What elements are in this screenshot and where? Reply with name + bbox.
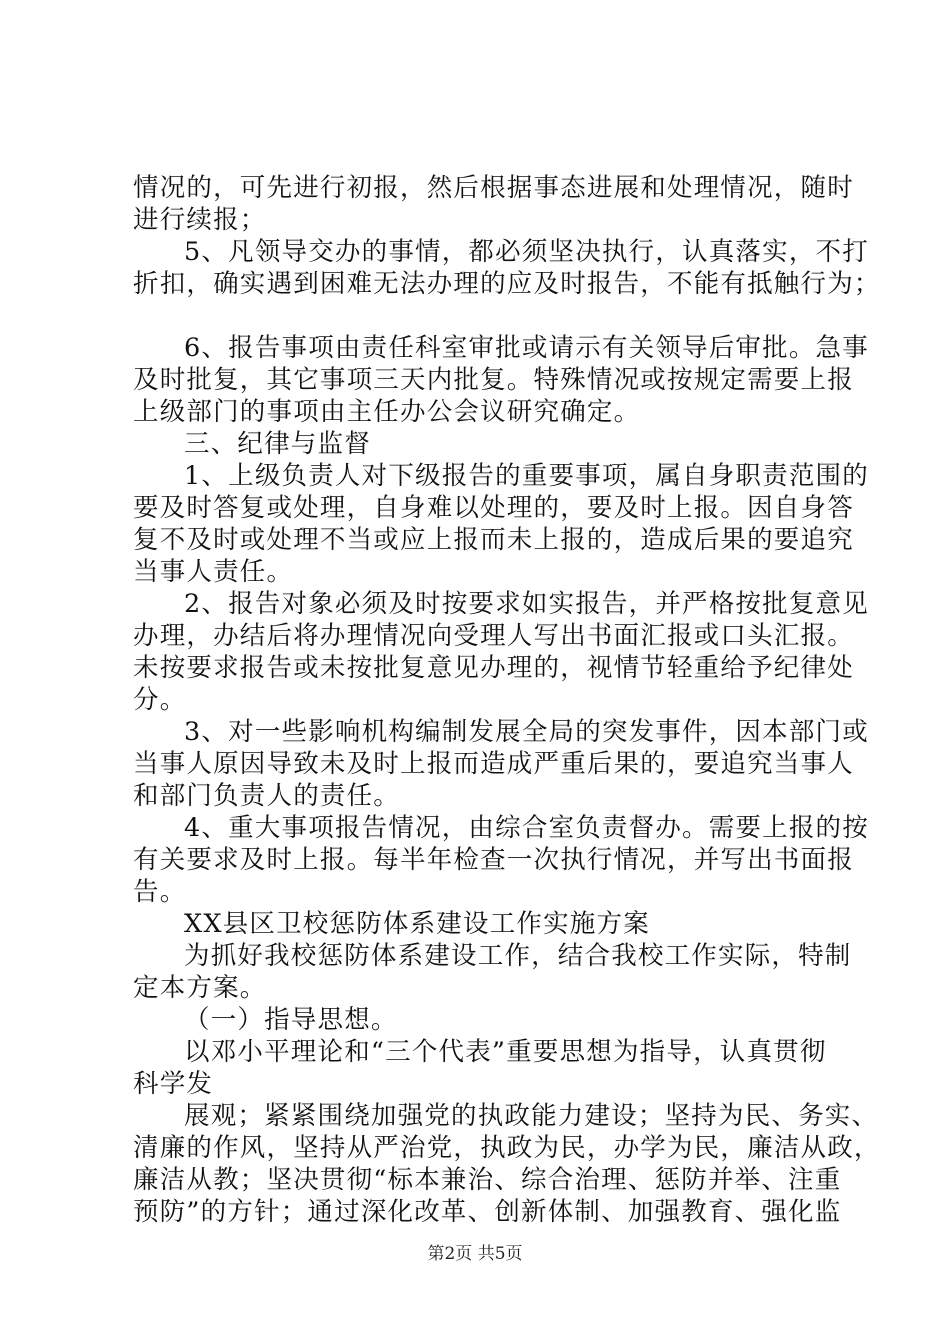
paragraph-line: 办理，办结后将办理情况向受理人写出书面汇报或口头汇报。 xyxy=(133,621,854,651)
paragraph-line: 展观；紧紧围绕加强党的执政能力建设；坚持为民、务实、 xyxy=(184,1101,879,1131)
paragraph-line: 定本方案。 xyxy=(133,973,267,1003)
paragraph-line: 上级部门的事项由主任办公会议研究确定。 xyxy=(133,397,641,427)
paragraph-line: 4、重大事项报告情况，由综合室负责督办。需要上报的按 xyxy=(184,813,869,843)
paragraph-line: 分。 xyxy=(133,685,187,715)
paragraph-line: 要及时答复或处理，自身难以处理的，要及时上报。因自身答 xyxy=(133,493,854,523)
paragraph-line: 告。 xyxy=(133,877,187,907)
paragraph-line: 2、报告对象必须及时按要求如实报告，并严格按批复意见 xyxy=(184,589,869,619)
paragraph-line: 清廉的作风，坚持从严治党，执政为民，办学为民，廉洁从政， xyxy=(133,1133,881,1163)
paragraph-line: 为抓好我校惩防体系建设工作，结合我校工作实际，特制 xyxy=(184,941,852,971)
paragraph-line: 情况的，可先进行初报，然后根据事态进展和处理情况，随时 xyxy=(133,173,854,203)
paragraph-line: 进行续报； xyxy=(133,205,267,235)
paragraph-line: 及时批复，其它事项三天内批复。特殊情况或按规定需要上报 xyxy=(133,365,854,395)
document-body xyxy=(133,172,881,1228)
paragraph-line: 未按要求报告或未按批复意见办理的，视情节轻重给予纪律处 xyxy=(133,653,854,683)
paragraph-line: 复不及时或处理不当或应上报而未上报的，造成后果的要追究 xyxy=(133,525,854,555)
paragraph-line: 折扣，确实遇到困难无法办理的应及时报告，不能有抵触行为； xyxy=(133,269,881,299)
page-footer: 第2页 共5页 xyxy=(427,1244,523,1264)
paragraph-gap xyxy=(133,300,837,332)
paragraph-line: 和部门负责人的责任。 xyxy=(133,781,401,811)
paragraph-line: 预防”的方针；通过深化改革、创新体制、加强教育、强化监 xyxy=(133,1197,842,1227)
paragraph-line: 科学发 xyxy=(133,1069,214,1099)
paragraph-line: 1、上级负责人对下级报告的重要事项，属自身职责范围的 xyxy=(184,461,869,491)
paragraph-line: 3、对一些影响机构编制发展全局的突发事件，因本部门或 xyxy=(184,717,869,747)
paragraph-line: 有关要求及时上报。每半年检查一次执行情况，并写出书面报 xyxy=(133,845,854,875)
paragraph-line: 5、凡领导交办的事情，都必须坚决执行，认真落实，不打 xyxy=(184,237,869,267)
section-heading: 三、纪律与监督 xyxy=(184,429,371,459)
paragraph-line: 以邓小平理论和“三个代表”重要思想为指导，认真贯彻 xyxy=(184,1037,827,1067)
document-subtitle: XX县区卫校惩防体系建设工作实施方案 xyxy=(184,909,650,939)
paragraph-line: 廉洁从教；坚决贯彻“标本兼治、综合治理、惩防并举、注重 xyxy=(133,1165,842,1195)
paragraph-line: 当事人责任。 xyxy=(133,557,294,587)
section-heading: （一）指导思想。 xyxy=(184,1005,398,1035)
paragraph-line: 当事人原因导致未及时上报而造成严重后果的，要追究当事人 xyxy=(133,749,854,779)
paragraph-line: 6、报告事项由责任科室审批或请示有关领导后审批。急事 xyxy=(184,333,869,363)
